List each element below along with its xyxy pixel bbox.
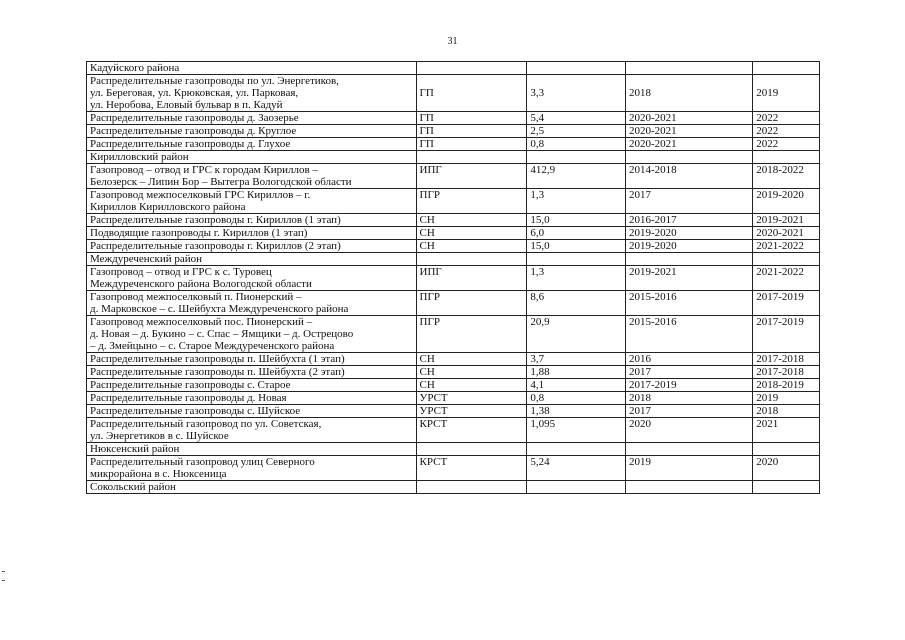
object-name-cell: Распределительные газопроводы с. Шуйское bbox=[87, 405, 417, 418]
pipeline-type-cell: ПГР bbox=[416, 291, 527, 316]
object-name-cell: Распределительные газопроводы п. Шейбухта (2 этап) bbox=[87, 366, 417, 379]
district-header-row bbox=[87, 481, 820, 494]
length-cell: 3,7 bbox=[527, 353, 626, 366]
district-header-row bbox=[87, 253, 820, 266]
table-row bbox=[87, 112, 820, 125]
length-cell: 15,0 bbox=[527, 240, 626, 253]
design-period-cell: 2019 bbox=[625, 456, 752, 481]
object-name-cell: Подводящие газопроводы г. Кириллов (1 этап) bbox=[87, 227, 417, 240]
object-name-cell: Газопровод межпоселковый ГРС Кириллов – г. Кириллов Кирилловского района bbox=[87, 189, 417, 214]
table-row bbox=[87, 456, 820, 481]
table-row bbox=[87, 291, 820, 316]
district-name-cell: Сокольский район bbox=[87, 481, 417, 494]
pipeline-type-cell: КРСТ bbox=[416, 456, 527, 481]
object-name-cell: Распределительный газопровод улиц Северного микрорайона в с. Нюксеница bbox=[87, 456, 417, 481]
construction-period-cell: 2019 bbox=[753, 392, 820, 405]
design-period-cell: 2018 bbox=[625, 75, 752, 112]
pipeline-type-cell: ИПГ bbox=[416, 164, 527, 189]
design-period-cell: 2017 bbox=[625, 405, 752, 418]
object-name-cell: Распределительные газопроводы д. Заозерье bbox=[87, 112, 417, 125]
pipeline-type-cell bbox=[416, 62, 527, 75]
length-cell bbox=[527, 443, 626, 456]
table-row bbox=[87, 379, 820, 392]
design-period-cell: 2017-2019 bbox=[625, 379, 752, 392]
pipeline-type-cell: СН bbox=[416, 366, 527, 379]
length-cell bbox=[527, 253, 626, 266]
table-row bbox=[87, 189, 820, 214]
table-row bbox=[87, 214, 820, 227]
table-row bbox=[87, 240, 820, 253]
length-cell: 1,3 bbox=[527, 189, 626, 214]
table-row bbox=[87, 366, 820, 379]
pipeline-type-cell: ПГР bbox=[416, 316, 527, 353]
construction-period-cell: 2020 bbox=[753, 456, 820, 481]
pipeline-type-cell: ПГР bbox=[416, 189, 527, 214]
pipeline-type-cell: СН bbox=[416, 240, 527, 253]
length-cell: 1,88 bbox=[527, 366, 626, 379]
construction-period-cell: 2017-2019 bbox=[753, 316, 820, 353]
district-name-cell: Нюксенский район bbox=[87, 443, 417, 456]
length-cell: 2,5 bbox=[527, 125, 626, 138]
object-name-cell: Распределительные газопроводы г. Кириллов (2 этап) bbox=[87, 240, 417, 253]
design-period-cell: 2019-2021 bbox=[625, 266, 752, 291]
length-cell: 3,3 bbox=[527, 75, 626, 112]
object-name-cell: Распределительные газопроводы д. Глухое bbox=[87, 138, 417, 151]
table-row bbox=[87, 418, 820, 443]
construction-period-cell: 2017-2018 bbox=[753, 366, 820, 379]
length-cell: 20,9 bbox=[527, 316, 626, 353]
construction-period-cell: 2019-2020 bbox=[753, 189, 820, 214]
construction-period-cell: 2020-2021 bbox=[753, 227, 820, 240]
object-name-cell: Распределительные газопроводы д. Круглое bbox=[87, 125, 417, 138]
district-header-row bbox=[87, 443, 820, 456]
object-name-cell: Газопровод – отвод и ГРС к с. Туровец Междуреченского района Вологодской области bbox=[87, 266, 417, 291]
table-row bbox=[87, 266, 820, 291]
pipeline-type-cell bbox=[416, 151, 527, 164]
pipeline-type-cell: ГП bbox=[416, 138, 527, 151]
design-period-cell: 2015-2016 bbox=[625, 291, 752, 316]
pipeline-type-cell bbox=[416, 253, 527, 266]
object-name-cell: Газопровод – отвод и ГРС к городам Кириллов – Белозерск – Липин Бор – Вытегра Вологодской области bbox=[87, 164, 417, 189]
object-name-cell: Распределительные газопроводы с. Старое bbox=[87, 379, 417, 392]
length-cell: 1,095 bbox=[527, 418, 626, 443]
length-cell: 0,8 bbox=[527, 392, 626, 405]
length-cell: 8,6 bbox=[527, 291, 626, 316]
construction-period-cell: 2021-2022 bbox=[753, 240, 820, 253]
pipeline-type-cell bbox=[416, 443, 527, 456]
length-cell: 0,8 bbox=[527, 138, 626, 151]
pipeline-type-cell: СН bbox=[416, 227, 527, 240]
object-name-cell: Распределительные газопроводы г. Кириллов (1 этап) bbox=[87, 214, 417, 227]
design-period-cell: 2019-2020 bbox=[625, 227, 752, 240]
design-period-cell: 2016 bbox=[625, 353, 752, 366]
pipeline-type-cell bbox=[416, 481, 527, 494]
pipeline-type-cell: СН bbox=[416, 353, 527, 366]
district-name-cell: Кирилловский район bbox=[87, 151, 417, 164]
length-cell bbox=[527, 481, 626, 494]
design-period-cell: 2018 bbox=[625, 392, 752, 405]
design-period-cell: 2020-2021 bbox=[625, 138, 752, 151]
construction-period-cell: 2019 bbox=[753, 75, 820, 112]
design-period-cell: 2017 bbox=[625, 189, 752, 214]
pipeline-type-cell: ГП bbox=[416, 112, 527, 125]
table-row bbox=[87, 227, 820, 240]
length-cell bbox=[527, 62, 626, 75]
construction-period-cell bbox=[753, 151, 820, 164]
table-row bbox=[87, 316, 820, 353]
pipeline-type-cell: ИПГ bbox=[416, 266, 527, 291]
construction-period-cell: 2017-2019 bbox=[753, 291, 820, 316]
design-period-cell bbox=[625, 62, 752, 75]
length-cell: 4,1 bbox=[527, 379, 626, 392]
construction-period-cell bbox=[753, 62, 820, 75]
length-cell: 5,4 bbox=[527, 112, 626, 125]
pipeline-type-cell: ГП bbox=[416, 75, 527, 112]
object-name-cell: Газопровод межпоселковый пос. Пионерский – д. Новая – д. Букино – с. Спас – Ямщики – д. Острецово – д. Змейцыно – с. Старое Междуреченского района bbox=[87, 316, 417, 353]
pipeline-type-cell: КРСТ bbox=[416, 418, 527, 443]
scan-edge-mark bbox=[2, 571, 5, 572]
construction-period-cell: 2018 bbox=[753, 405, 820, 418]
design-period-cell bbox=[625, 151, 752, 164]
pipeline-type-cell: СН bbox=[416, 379, 527, 392]
page-number: 31 bbox=[447, 36, 458, 47]
construction-period-cell: 2022 bbox=[753, 125, 820, 138]
length-cell: 412,9 bbox=[527, 164, 626, 189]
design-period-cell bbox=[625, 481, 752, 494]
table-row bbox=[87, 138, 820, 151]
district-header-row bbox=[87, 151, 820, 164]
design-period-cell bbox=[625, 253, 752, 266]
pipeline-type-cell: УРСТ bbox=[416, 405, 527, 418]
scan-edge-mark bbox=[2, 580, 5, 581]
table-row bbox=[87, 125, 820, 138]
table-body bbox=[87, 62, 820, 494]
table-row bbox=[87, 392, 820, 405]
construction-period-cell: 2022 bbox=[753, 138, 820, 151]
construction-period-cell: 2022 bbox=[753, 112, 820, 125]
construction-period-cell bbox=[753, 253, 820, 266]
object-name-cell: Распределительные газопроводы д. Новая bbox=[87, 392, 417, 405]
construction-period-cell bbox=[753, 443, 820, 456]
pipeline-type-cell: УРСТ bbox=[416, 392, 527, 405]
design-period-cell: 2015-2016 bbox=[625, 316, 752, 353]
pipeline-type-cell: СН bbox=[416, 214, 527, 227]
district-name-cell: Кадуйского района bbox=[87, 62, 417, 75]
object-name-cell: Газопровод межпоселковый п. Пионерский – д. Марковское – с. Шейбухта Междуреченского района bbox=[87, 291, 417, 316]
design-period-cell: 2017 bbox=[625, 366, 752, 379]
design-period-cell: 2019-2020 bbox=[625, 240, 752, 253]
district-header-row bbox=[87, 62, 820, 75]
construction-period-cell: 2021 bbox=[753, 418, 820, 443]
design-period-cell: 2014-2018 bbox=[625, 164, 752, 189]
table-row bbox=[87, 75, 820, 112]
object-name-cell: Распределительный газопровод по ул. Советская, ул. Энергетиков в с. Шуйское bbox=[87, 418, 417, 443]
design-period-cell: 2020 bbox=[625, 418, 752, 443]
gas-pipeline-table bbox=[86, 61, 820, 494]
table-row bbox=[87, 164, 820, 189]
construction-period-cell: 2018-2019 bbox=[753, 379, 820, 392]
object-name-cell: Распределительные газопроводы по ул. Энергетиков, ул. Береговая, ул. Крюковская, ул. Парковая, ул. Неробова, Еловый бульвар в п. Кадуй bbox=[87, 75, 417, 112]
design-period-cell: 2020-2021 bbox=[625, 112, 752, 125]
construction-period-cell: 2017-2018 bbox=[753, 353, 820, 366]
construction-period-cell bbox=[753, 481, 820, 494]
length-cell: 1,3 bbox=[527, 266, 626, 291]
table-row bbox=[87, 353, 820, 366]
length-cell: 5,24 bbox=[527, 456, 626, 481]
design-period-cell: 2020-2021 bbox=[625, 125, 752, 138]
object-name-cell: Распределительные газопроводы п. Шейбухта (1 этап) bbox=[87, 353, 417, 366]
table-row bbox=[87, 405, 820, 418]
design-period-cell: 2016-2017 bbox=[625, 214, 752, 227]
length-cell: 1,38 bbox=[527, 405, 626, 418]
pipeline-type-cell: ГП bbox=[416, 125, 527, 138]
length-cell: 15,0 bbox=[527, 214, 626, 227]
length-cell bbox=[527, 151, 626, 164]
district-name-cell: Междуреченский район bbox=[87, 253, 417, 266]
construction-period-cell: 2018-2022 bbox=[753, 164, 820, 189]
design-period-cell bbox=[625, 443, 752, 456]
length-cell: 6,0 bbox=[527, 227, 626, 240]
construction-period-cell: 2019-2021 bbox=[753, 214, 820, 227]
construction-period-cell: 2021-2022 bbox=[753, 266, 820, 291]
